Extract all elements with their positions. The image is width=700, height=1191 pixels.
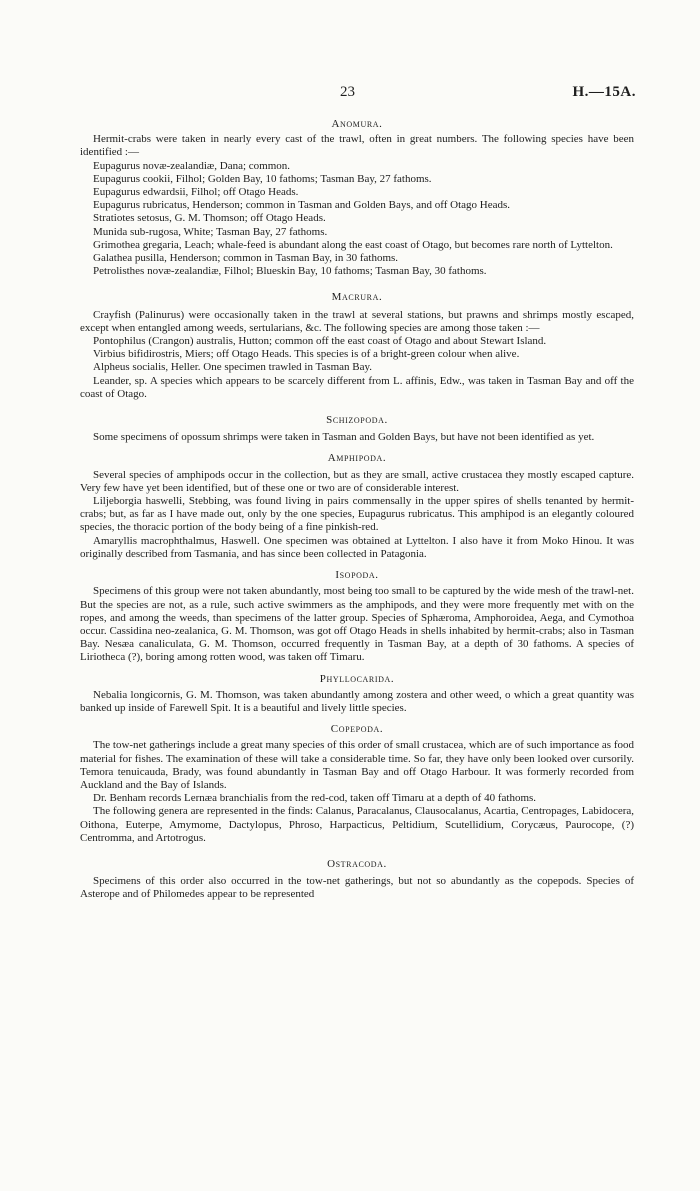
species-entry: Eupagurus cookii, Filhol; Golden Bay, 10 fathoms; Tasman Bay, 27 fathoms. [93, 172, 432, 185]
paragraph: Specimens of this order also occurred in the tow-net gatherings, but not so abundantly as the copepods. Species of Asterope and of Philomedes appear to be represented [80, 875, 634, 901]
species-entry: Stratiotes setosus, G. M. Thomson; off Otago Heads. [93, 212, 326, 225]
paragraph: Dr. Benham records Lernæa branchialis from the red-cod, taken off Timaru at a depth of 40 fathoms. [93, 792, 537, 805]
section-title-amphipoda: Amphipoda. [327, 452, 387, 465]
species-entry: Virbius bifidirostris, Miers; off Otago Heads. This species is of a bright-green colour when alive. [93, 348, 520, 361]
species-entry: Alpheus socialis, Heller. One specimen trawled in Tasman Bay. [93, 361, 373, 374]
section-title-schizopoda: Schizopoda. [326, 414, 388, 427]
document-body [80, 118, 634, 902]
paragraph: Specimens of this group were not taken abundantly, most being too small to be captured by the wide mesh of the trawl-net. But the species are not, as a rule, such active swimmers as the amphipods, and they were more frequently met with on the ropes, and among the weeds, than specimens of the latter group. Species of Sphæroma, Amphoroidea, Aega, and Cymothoa occur. Cassidina neo-zealanica, G. M. Thomson, was got off Otago Heads in shells inhabited by hermit-crabs; also in Tasman Bay. Nesæa canaliculata, G. M. Thomson, occurred frequently in Tasman Bay, at a depth of 30 fathoms. A species of Liriotheca (?), boring among rotten wood, was taken off Timaru. [80, 585, 634, 664]
paragraph: Liljeborgia haswelli, Stebbing, was found living in pairs commensally in the upper spires of shells tenanted by hermit-crabs; but, as far as I have made out, only by the one species, Eupagurus rubricatus. This amphipod is an elegantly coloured species, the thoracic portion of the body being of a fine pinkish-red. [80, 495, 634, 534]
section-title-anomura: Anomura. [331, 118, 383, 130]
section-title-isopoda: Isopoda. [335, 569, 379, 582]
species-entry: Munida sub-rugosa, White; Tasman Bay, 27 fathoms. [93, 225, 328, 238]
section-title-macrura: Macrura. [331, 291, 383, 304]
paragraph: Nebalia longicornis, G. M. Thomson, was taken abundantly among zostera and other weed, o which a great quantity was banked up inside of Farewell Spit. It is a beautiful and lively little species. [80, 688, 634, 714]
paragraph: Hermit-crabs were taken in nearly every cast of the trawl, often in great numbers. The following species have been identified :— [80, 133, 634, 159]
species-entry: Petrolisthes novæ-zealandiæ, Filhol; Blueskin Bay, 10 fathoms; Tasman Bay, 30 fathoms. [93, 265, 487, 278]
page-number: 23 [340, 84, 355, 100]
species-entry: Leander, sp. A species which appears to be scarcely different from L. affinis, Edw., was taken in Tasman Bay and off the coast of Otago. [80, 374, 634, 400]
species-entry: Galathea pusilla, Henderson; common in Tasman Bay, in 30 fathoms. [93, 252, 399, 265]
paragraph: The tow-net gatherings include a great many species of this order of small crustacea, which are of such importance as food material for fishes. The examination of these will take a considerable time. So far, they have only been looked over cursorily. Temora tenuicauda, Brady, was found abundantly in Tasman Bay and off Otago Harbour. It was formerly recorded from Auckland and the Bay of Islands. [80, 739, 634, 791]
section-title-ostracoda: Ostracoda. [327, 857, 387, 870]
species-entry: Pontophilus (Crangon) australis, Hutton; common off the east coast of Otago and about Stewart Island. [93, 335, 547, 348]
species-entry: Eupagurus novæ-zealandiæ, Dana; common. [93, 159, 291, 172]
section-title-phyllocarida: Phyllocarida. [319, 672, 395, 685]
species-entry: Eupagurus rubricatus, Henderson; common in Tasman and Golden Bays, and off Otago Heads. [93, 199, 511, 212]
section-title-copepoda: Copepoda. [330, 723, 384, 736]
paragraph: Several species of amphipods occur in the collection, but as they are small, active crustacea they mostly escaped capture. Very few have yet been identified, but of these one or two are of considerable interest. [80, 468, 634, 494]
species-entry: Grimothea gregaria, Leach; whale-feed is abundant along the east coast of Otago, but becomes rare north of Lyttelton. [93, 238, 613, 251]
paragraph: The following genera are represented in the finds: Calanus, Paracalanus, Clausocalanus, Acartia, Centropages, Labidocera, Oithona, Euterpe, Amymome, Dactylopus, Phroso, Harpacticus, Peltidium, Scutellidium, Corycæus, Paurocope, (?) Centromma, and Artotrogus. [80, 805, 634, 844]
paragraph: Crayfish (Palinurus) were occasionally taken in the trawl at several stations, but prawns and shrimps mostly escaped, except when entangled among weeds, sertularians, &c. The following species are among those taken :— [80, 308, 634, 334]
document-reference: H.—15A. [572, 84, 636, 100]
species-entry: Eupagurus edwardsii, Filhol; off Otago Heads. [93, 186, 299, 199]
paragraph: Some specimens of opossum shrimps were taken in Tasman and Golden Bays, but have not been identified as yet. [93, 431, 595, 444]
paragraph: Amaryllis macrophthalmus, Haswell. One specimen was obtained at Lyttelton. I also have it from Moko Hinou. It was originally described from Tasmania, and has since been collected in Patagonia. [80, 534, 634, 560]
